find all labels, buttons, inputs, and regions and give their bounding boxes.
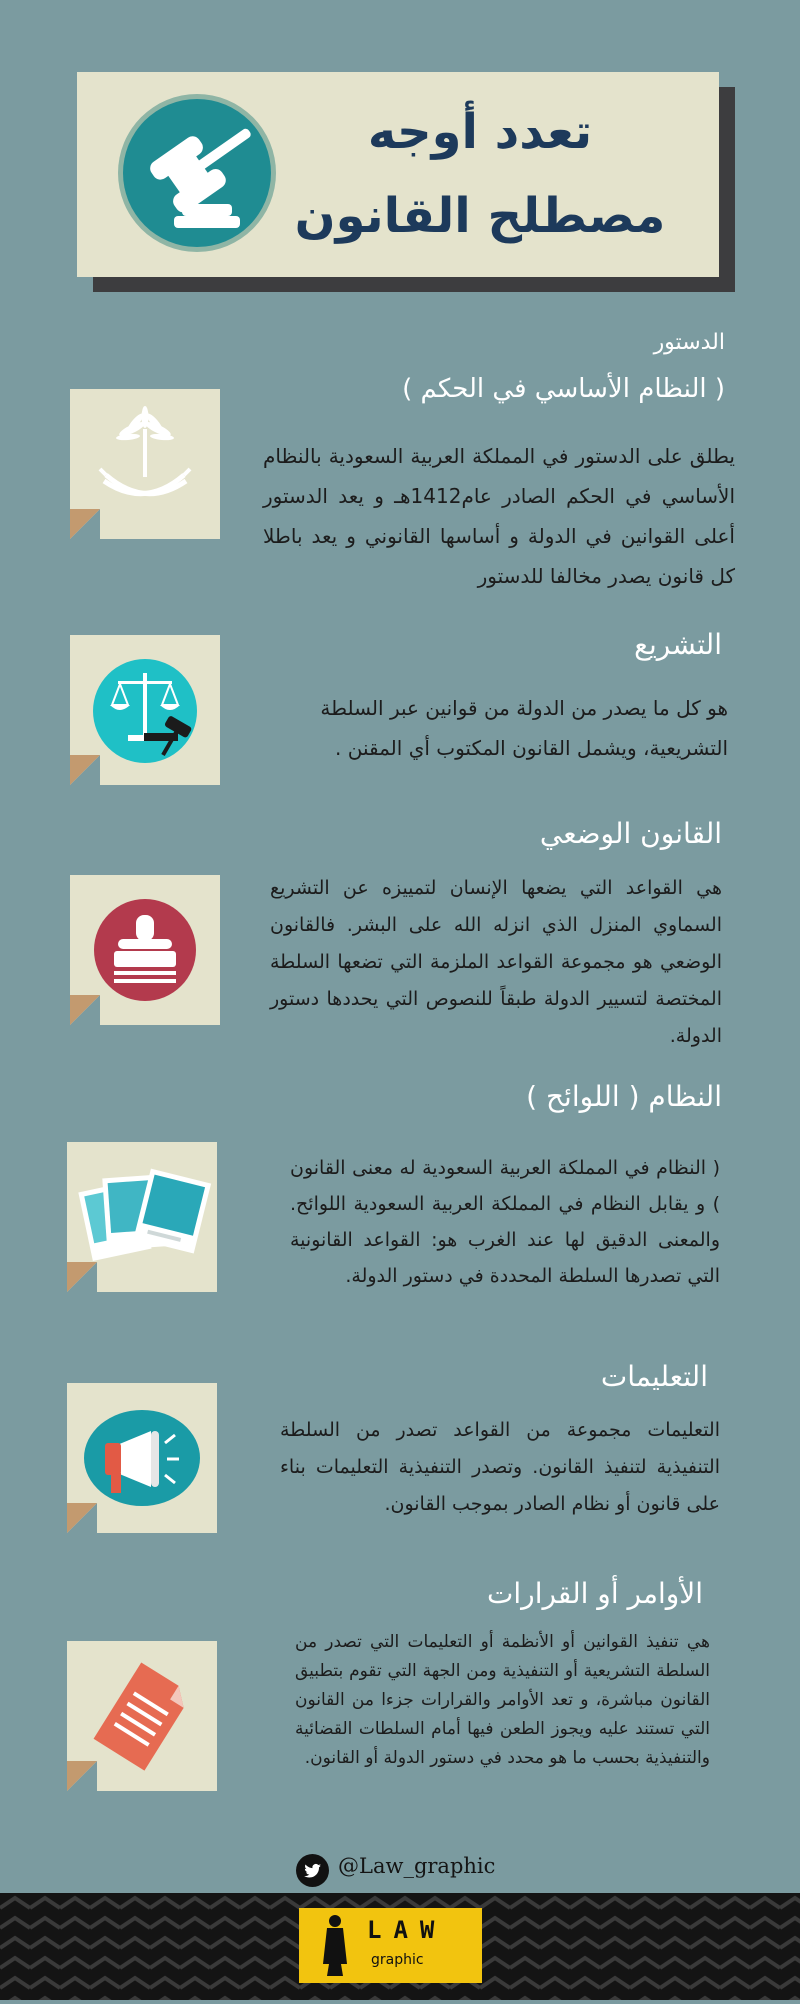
section-title-instructions: التعليمات — [600, 1360, 708, 1393]
section-title-legislation: التشريع — [634, 628, 722, 661]
lawyer-figure-icon — [321, 1914, 349, 1978]
section-body-orders: هي تنفيذ القوانين أو الأنظمة أو التعليمات التي تصدر من السلطة التشريعية أو التنفيذية ومن الجهة التي تقوم بتطبيق القانون مباشرة، و تعد الأوامر والقرارات جزءا من القانون التي تستند عليه ويجوز الطعن فيها أمام السلطات القضائية والتنفيذية بحسب ما هو محدد في دستور الدولة أو القانون. — [295, 1632, 710, 1768]
section-body-regulations: ( النظام في المملكة العربية السعودية له معنى القانون ) و يقابل النظام في المملكة العربية السعودية اللوائح. والمعنى الدقيق لها عند الغرب هو: القواعد القانونية التي تصدرها السلطة المحددة في دستور الدولة. — [290, 1157, 720, 1287]
note-card-positive-law — [70, 875, 220, 1025]
note-card-constitution — [70, 389, 220, 539]
section-title-constitution: الدستور — [653, 330, 725, 355]
twitter-handle[interactable]: @Law_graphic — [338, 1854, 496, 1878]
page-title-line2: مصطلح القانون — [294, 188, 666, 244]
section-title-orders: الأوامر أو القرارات — [487, 1577, 703, 1610]
twitter-icon[interactable] — [296, 1854, 329, 1887]
section-body-constitution: يطلق على الدستور في المملكة العربية السعودية بالنظام الأساسي في الحكم الصادر عام1412هـ و يعد الدستور أعلى القوانين في الدولة و أساسها القانوني و يعد باطلا كل قانون يصدر مخالفا للدستور — [263, 444, 736, 588]
section-title-regulations: النظام ( اللوائح ) — [526, 1080, 722, 1113]
law-graphic-logo — [299, 1908, 482, 1983]
section-body-instructions: التعليمات مجموعة من القواعد تصدر من السلطة التنفيذية لتنفيذ القانون. وتصدر التنفيذية التعليمات بناء على قانون أو نظام الصادر بموجب القانون. — [280, 1419, 720, 1515]
logo-word: LAW — [367, 1916, 447, 1944]
page-title — [290, 90, 670, 258]
note-card-regulations — [67, 1142, 217, 1292]
section-body-positive-law: هي القواعد التي يضعها الإنسان لتمييزه عن التشريع السماوي المنزل الذي انزله الله على البشر. فالقانون الوضعي هو مجموعة القواعد الملزمة التي تضعها السلطة المختصة لتسيير الدولة طبقاً للنصوص التي يحددها دستور الدولة. — [270, 877, 722, 1047]
section-title-positive-law: القانون الوضعي — [539, 817, 722, 850]
section-subtitle-constitution: ( النظام الأساسي في الحكم ) — [402, 374, 725, 404]
logo-sub: graphic — [371, 1952, 424, 1968]
section-body-legislation: هو كل ما يصدر من الدولة من قوانين عبر السلطة التشريعية، ويشمل القانون المكتوب أي المقنن . — [320, 696, 728, 760]
gavel-icon — [116, 92, 278, 254]
note-card-orders — [67, 1641, 217, 1791]
page-title-line1: تعدد أوجه — [367, 104, 593, 160]
note-card-legislation — [70, 635, 220, 785]
note-card-instructions — [67, 1383, 217, 1533]
